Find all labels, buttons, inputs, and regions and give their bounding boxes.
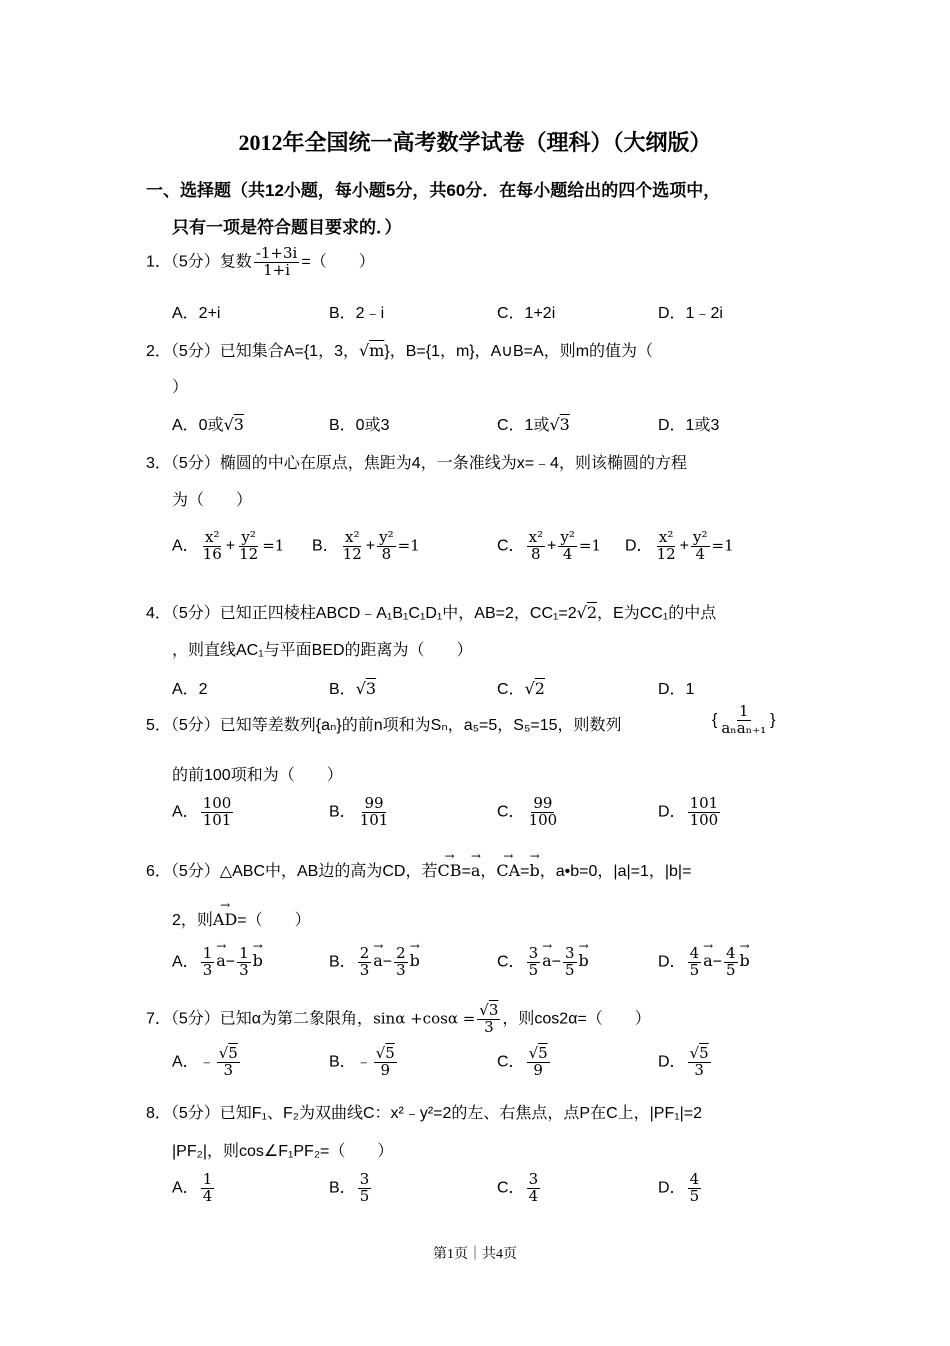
option-b: B．2﹣i (329, 305, 385, 322)
option-c: C． $\frac{99}{100}$ (497, 794, 558, 829)
option-b: B． $\frac{\text{x²}}{12}$ + $\frac{\text{y²}}{8}$ =1 (312, 528, 420, 563)
option-c: C．1或√3 (497, 415, 570, 434)
question-number: 6． (146, 863, 171, 880)
option-b: B． $\frac{99}{101}$ (329, 794, 389, 829)
option-d: D． $\frac{√5}{3}$ (658, 1044, 709, 1079)
option-b: B． $\frac{2}{3}$ → a− $\frac{2}{3}$ → b (329, 946, 420, 979)
question-number: 1． (146, 253, 171, 271)
question-stem: （5分）已知集合A={1，3， (170, 343, 359, 360)
option-c: C． $\frac{√5}{9}$ (497, 1044, 548, 1079)
question-stem: （5分）已知F₁、F₂为双曲线C：x²﹣y²=2的左、右焦点，点P在C上，|PF₁|=2 (170, 1105, 703, 1122)
option-b: B．√3 (329, 679, 377, 698)
question-stem-cont: 为（ ） (172, 492, 253, 509)
question-stem: （5分）已知α为第二象限角， (170, 1010, 374, 1028)
page-title: 2012年全国统一高考数学试卷（理科）（大纲版） (238, 130, 712, 155)
option-b: B． $\frac{3}{5}$ (329, 1170, 370, 1205)
option-c: C． $\frac{3}{4}$ (497, 1170, 539, 1205)
question-stem: （5分）已知正四棱柱ABCD﹣A₁B₁C₁D₁中，AB=2，CC₁=2 (170, 605, 577, 622)
option-c: C． $\frac{3}{5}$ → a− $\frac{3}{5}$ → b (497, 946, 589, 979)
option-d: D．1 (658, 681, 695, 698)
question-stem-cont: 2，则 (172, 912, 213, 929)
sequence-fraction: { $\frac{1}{\text{aₙaₙ₊₁}}$ } (712, 702, 776, 737)
question-stem: （5分）椭圆的中心在原点，焦距为4，一条准线为x=﹣4，则该椭圆的方程 (170, 455, 687, 472)
page-footer: 第1页｜共4页 (433, 1247, 517, 1262)
section-heading: 一、选择题（共12小题，每小题5分，共60分．在每小题给出的四个选项中， (146, 181, 721, 200)
question-number: 3． (146, 455, 171, 472)
option-c: C．1+2i (497, 305, 556, 322)
question-number: 2． (146, 343, 171, 360)
option-a: A． $\frac{100}{101}$ (172, 794, 232, 829)
question-number: 7． (146, 1010, 171, 1028)
question-number: 8． (146, 1105, 171, 1122)
option-d: D． $\frac{\text{x²}}{12}$ + $\frac{\text{y²}}{4}$ =1 (625, 528, 734, 563)
option-b: B．0或3 (329, 417, 390, 434)
option-d: D． $\frac{101}{100}$ (658, 794, 719, 829)
question-number: 5． (146, 717, 171, 734)
fraction: $\frac{-1+3i}{1+i}$ (255, 244, 298, 279)
question-stem: （5分）已知等差数列{aₙ}的前n项和为Sₙ，a₅=5，S₅=15，则数列 (170, 717, 622, 734)
question-stem-cont: |PF₂|，则cos∠F₁PF₂=（ ） (172, 1143, 394, 1160)
option-d: D． $\frac{4}{5}$ (658, 1170, 700, 1205)
option-c: C． $\frac{\text{x²}}{8}$ + $\frac{\text{y²}}{4}$ =1 (497, 528, 602, 563)
option-a: A． $\frac{1}{4}$ (172, 1170, 213, 1205)
sqrt: √m (358, 341, 385, 360)
option-a: A． $\frac{1}{3}$ → a− $\frac{1}{3}$ → b (172, 946, 263, 979)
question-number: 4． (146, 605, 171, 622)
question-stem-cont: ） (172, 379, 189, 396)
option-c: C．√2 (497, 679, 545, 698)
option-a: A．2 (172, 681, 208, 698)
question-stem-cont: ，则直线AC₁与平面BED的距离为（ ） (172, 642, 473, 659)
question-stem: （5分）复数 (170, 253, 252, 271)
option-a: A．﹣ $\frac{√5}{3}$ (172, 1044, 238, 1079)
option-a: A．0或√3 (172, 415, 244, 434)
option-a: A．2+i (172, 305, 221, 322)
option-d: D． $\frac{4}{5}$ → a− $\frac{4}{5}$ → b (658, 946, 750, 979)
question-stem-cont: 的前100项和为（ ） (172, 767, 343, 784)
section-heading-cont: 只有一项是符合题目要求的．） (172, 218, 402, 237)
option-d: D．1或3 (658, 417, 720, 434)
option-a: A． $\frac{\text{x²}}{16}$ + $\frac{\text{y²}}{12}$ =1 (172, 528, 285, 563)
option-b: B．﹣ $\frac{√5}{9}$ (329, 1044, 395, 1079)
option-d: D．1﹣2i (658, 305, 723, 322)
question-stem: （5分）△ABC中，AB边的高为CD，若 (170, 863, 438, 880)
